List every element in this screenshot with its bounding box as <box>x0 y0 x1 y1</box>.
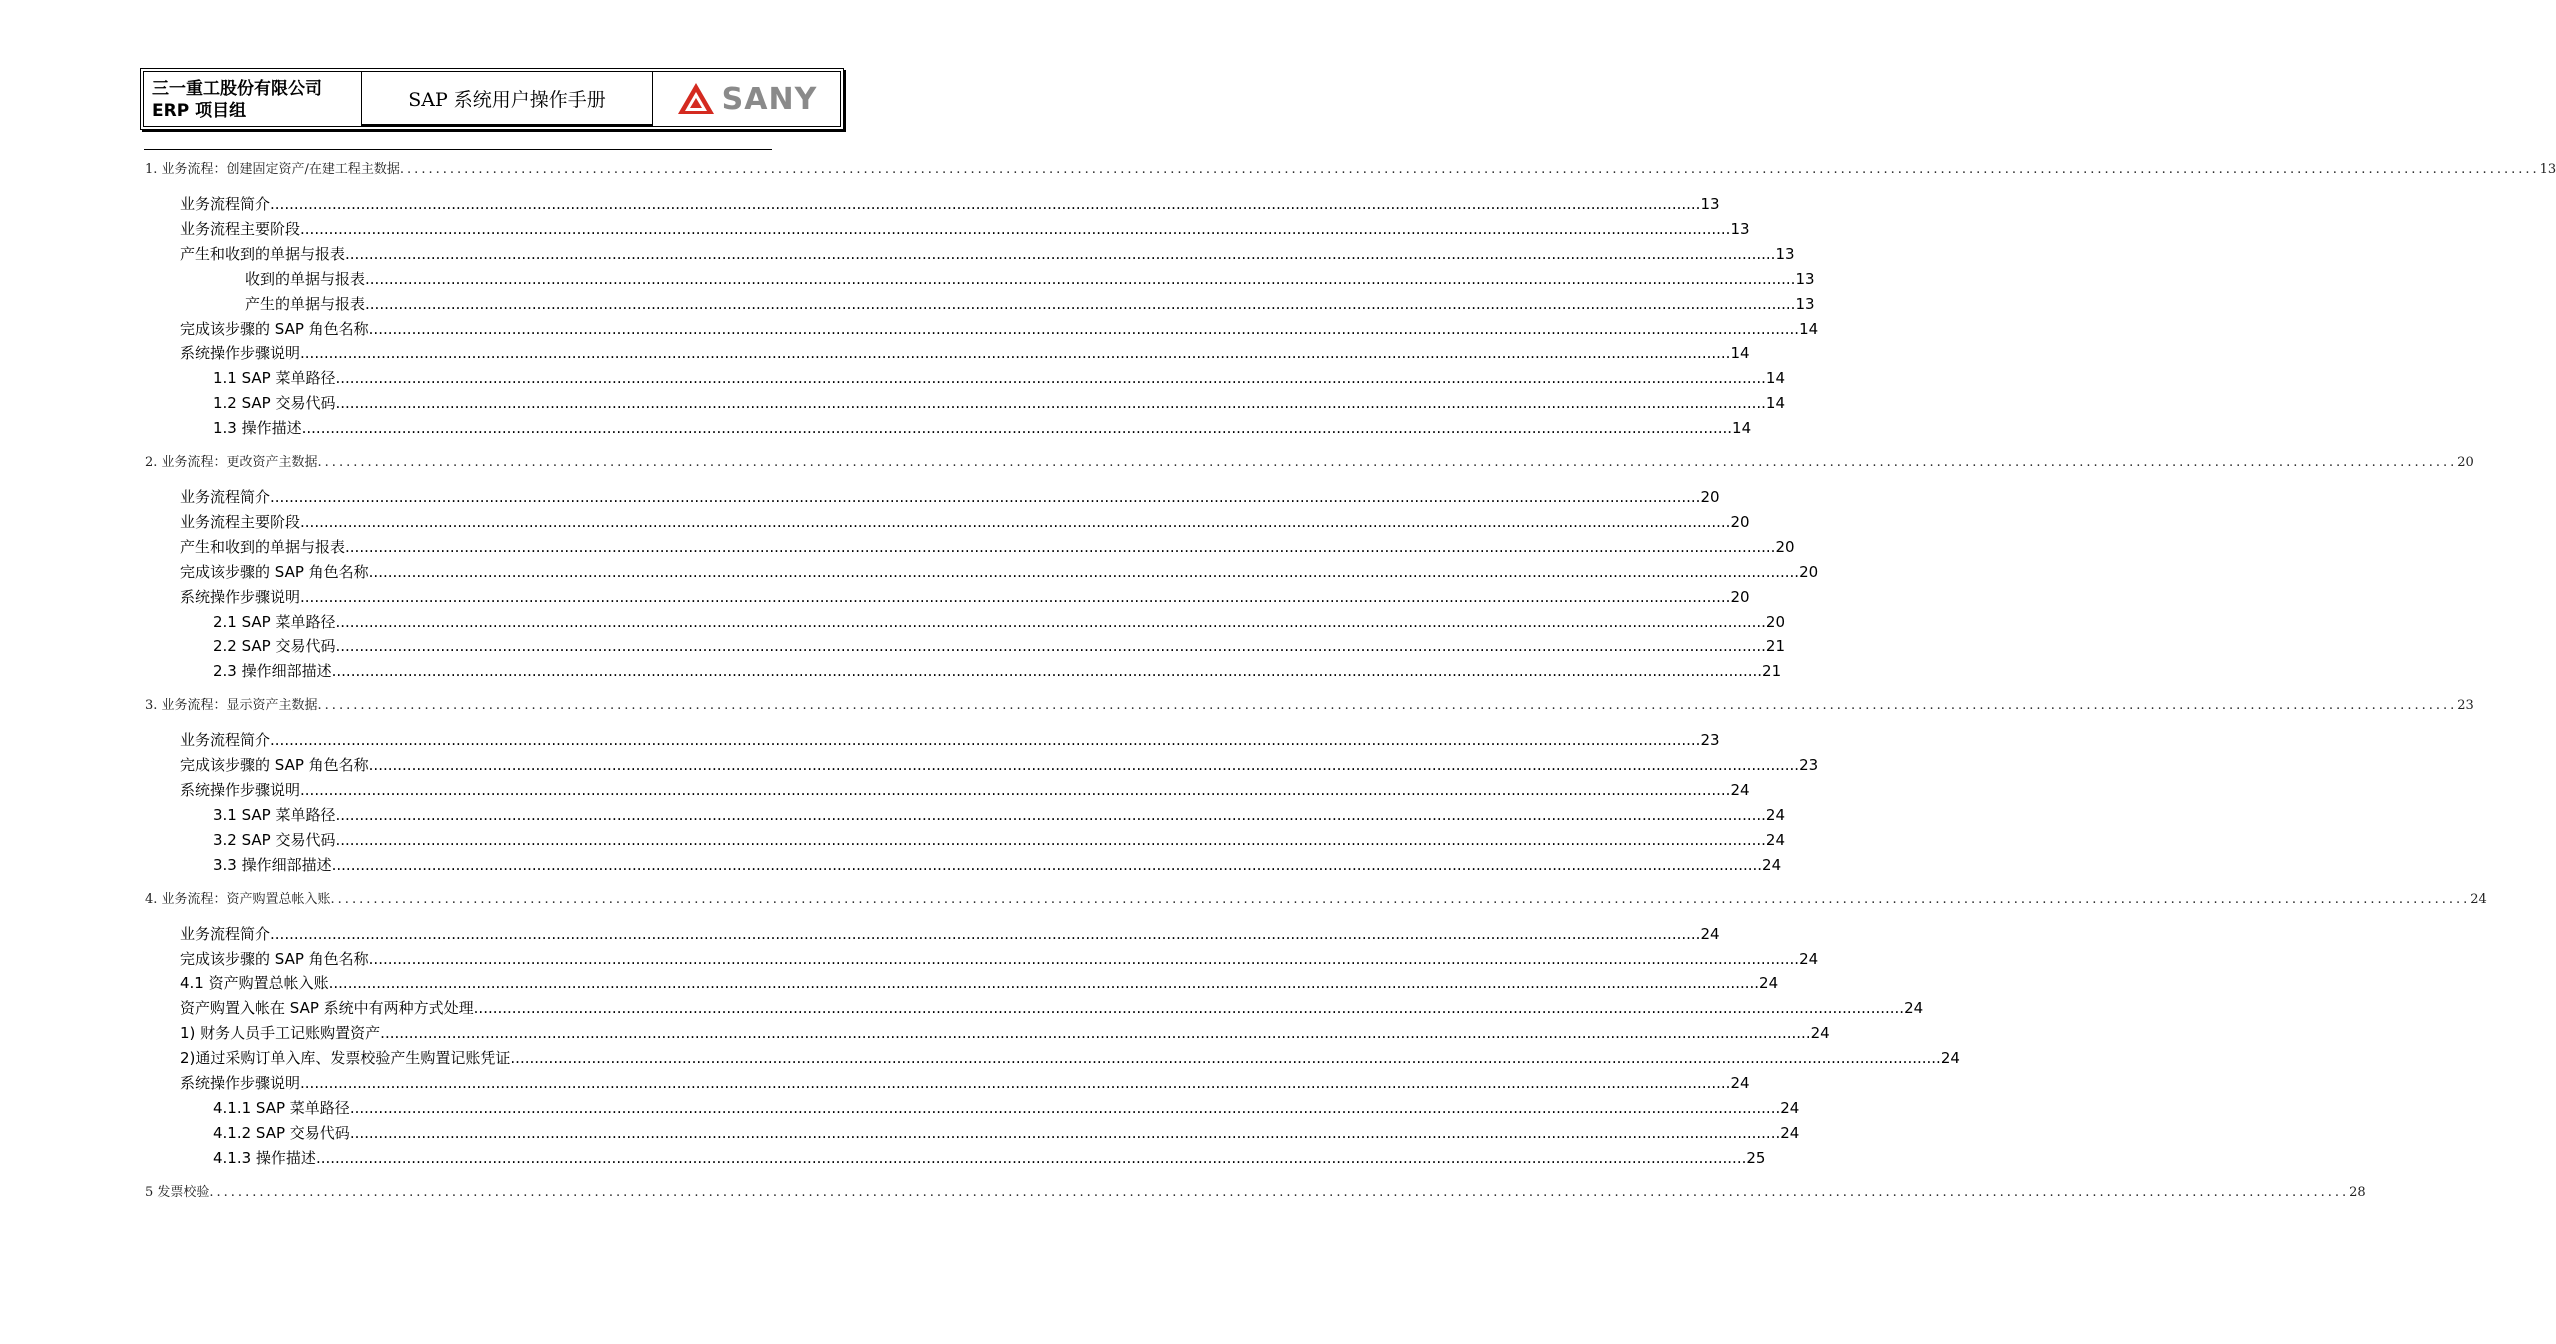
toc-entry-label: 业务流程主要阶段 <box>180 512 301 531</box>
toc-page-number: 28 <box>2349 1184 2366 1200</box>
toc-page-number: 24 <box>1799 949 1819 968</box>
toc-leader-dots: ............................................................................................................................................................................................................................................................................................................ <box>335 637 1766 656</box>
toc-leader-dots: ............................................................................................................................................................................................................................................................................................................ <box>345 537 1776 556</box>
toc-entry-label: 1.1 SAP 菜单路径 <box>213 369 336 388</box>
toc-entry[interactable] <box>180 511 1750 532</box>
toc-leader-dots: ............................................................................................................................................................................................................................................................................................................ <box>335 369 1766 388</box>
toc-entry[interactable] <box>213 1097 1800 1118</box>
toc-page-number: 24 <box>1730 781 1750 799</box>
toc-leader-dots: ............................................................................................................................................................................................................................................................................................................ <box>335 830 1766 849</box>
toc-leader-dots: ............................................................................................................................................................................................................................................................................................................ <box>345 244 1776 263</box>
toc-page-number: 21 <box>1762 662 1782 681</box>
logo-wordmark: SANY <box>721 81 818 117</box>
header-company-cell <box>144 72 362 126</box>
toc-entry[interactable] <box>180 1047 1960 1068</box>
toc-leader-dots: ............................................................................................................................................................................................................................................................................................................ <box>368 319 1800 338</box>
toc-entry[interactable] <box>213 660 1782 681</box>
toc-page-number: 23 <box>2457 698 2474 714</box>
toc-page-number: 20 <box>2457 455 2474 470</box>
toc-leader-dots: ............................................................................................................................................................................................................................................................................................................ <box>365 294 1796 313</box>
toc-page-number: 24 <box>1904 999 1924 1018</box>
toc-entry[interactable] <box>180 318 1819 339</box>
toc-entry-label: 1.3 操作描述 <box>213 419 302 438</box>
toc-entry-label: 2.3 操作细部描述 <box>213 662 332 681</box>
toc-leader-dots: ............................................................................................................................................................................................................................................................................................................ <box>270 924 1701 943</box>
toc-leader-dots: ............................................................................................................................................................................................................................................................................................................ <box>331 855 1763 874</box>
toc-page-number: 25 <box>1746 1148 1766 1167</box>
toc-entry[interactable] <box>213 1122 1800 1143</box>
toc-page-number: 24 <box>1810 1024 1830 1043</box>
toc-entry-label: 完成该步骤的 SAP 角色名称 <box>180 319 369 338</box>
toc-page-number: 20 <box>1799 562 1819 581</box>
toc-leader-dots: ............................................................................................................................................................................................................................................................................................................ <box>349 1123 1781 1142</box>
toc-entry[interactable] <box>245 268 1815 289</box>
toc-leader-dots: ............................................................................................................................................................................................................................................................................................................ <box>510 1049 1941 1068</box>
toc-entry[interactable] <box>245 293 1815 314</box>
toc-entry-label: 系统操作步骤说明 <box>180 587 301 606</box>
toc-entry-label: 4. 业务流程：资产购置总帐入账 <box>145 891 331 907</box>
toc-entry[interactable] <box>213 417 1752 438</box>
toc-entry-label: 收到的单据与报表 <box>245 269 366 288</box>
sany-logo <box>653 72 840 126</box>
toc-heading[interactable] <box>145 1181 2366 1200</box>
toc-entry-label: 4.1 资产购置总帐入账 <box>180 974 329 993</box>
toc-page-number: 13 <box>1700 195 1720 213</box>
toc-page-number: 21 <box>1765 637 1786 656</box>
toc-heading[interactable] <box>145 694 2474 714</box>
toc-leader-dots: ............................................................................................................................................................................................................................................................................................................ <box>335 394 1766 413</box>
company-name: 三一重工股份有限公司 <box>152 79 322 99</box>
toc-entry-label: 系统操作步骤说明 <box>180 344 301 363</box>
toc-entry-label: 业务流程简介 <box>180 924 271 943</box>
toc-entry-label: 系统操作步骤说明 <box>180 781 301 799</box>
toc-entry[interactable] <box>180 342 1750 363</box>
toc-leader-dots: ............................................................................................................................................................................................................................................................................................................ <box>300 512 1731 531</box>
toc-heading[interactable] <box>145 888 2487 907</box>
toc-page-number: 13 <box>2539 162 2556 177</box>
header-rule <box>144 149 772 150</box>
toc-leader-dots: ............................................................................................................................................................................................................................................................................................................ <box>300 781 1731 799</box>
toc-entry[interactable] <box>180 486 1720 507</box>
toc-entry-label: 产生和收到的单据与报表 <box>180 537 346 556</box>
toc-page-number: 24 <box>1765 805 1786 824</box>
toc-entry[interactable] <box>213 611 1786 632</box>
toc-entry-label: 完成该步骤的 SAP 角色名称 <box>180 949 369 968</box>
toc-leader-dots: ............................................................................................................................................................................................................................................................................................................ <box>300 344 1731 363</box>
toc-entry-label: 2.2 SAP 交易代码 <box>213 637 336 656</box>
toc-entry-label: 业务流程简介 <box>180 731 271 750</box>
toc-leader-dots: ............................................................................................................................................................................................................................................................................................................ <box>473 999 1905 1018</box>
toc-entry-label: 资产购置入帐在 SAP 系统中有两种方式处理 <box>180 999 474 1018</box>
toc-entry[interactable] <box>213 1147 1766 1168</box>
project-group: ERP 项目组 <box>152 101 247 121</box>
toc-leader-dots: ............................................................................................................................................................................................................................................................................................................ <box>328 974 1760 993</box>
toc-entry[interactable] <box>213 829 1786 850</box>
toc-entry-label: 产生的单据与报表 <box>245 294 366 313</box>
toc-page-number: 24 <box>1700 924 1720 943</box>
toc-leader-dots: ............................................................................................................................................................................................................................................................................................................ <box>270 195 1701 213</box>
toc-page-number: 20 <box>1775 537 1795 556</box>
document-title: SAP 系统用户操作手册 <box>362 72 653 126</box>
toc-leader-dots: ............................................................................................................................................................................................................................................................................................................ <box>270 488 1701 506</box>
toc-leader-dots: ............................................................................................................................................................................................................................................................................................................ <box>368 756 1800 775</box>
toc-leader-dots: ............................................................................................................................................................................................................................................................................................................ <box>301 419 1733 438</box>
toc-entry-label: 3.3 操作细部描述 <box>213 855 332 874</box>
toc-entry-label: 4.1.1 SAP 菜单路径 <box>213 1098 350 1117</box>
toc-page-number: 14 <box>1765 394 1786 413</box>
toc-entry-label: 2)通过采购订单入库、发票校验产生购置记账凭证 <box>180 1049 511 1068</box>
toc-page-number: 13 <box>1795 294 1815 313</box>
toc-page-number: 20 <box>1700 488 1720 506</box>
header-table <box>143 71 841 127</box>
toc-leader-dots: ............................................................................................................................................................................................................................................................................................................ <box>330 891 2471 907</box>
toc-entry-label: 完成该步骤的 SAP 角色名称 <box>180 562 369 581</box>
toc-entry[interactable] <box>180 972 1779 993</box>
toc-entry[interactable] <box>213 854 1782 875</box>
toc-entry[interactable] <box>180 243 1795 264</box>
toc-entry-label: 3.1 SAP 菜单路径 <box>213 805 336 824</box>
toc-entry[interactable] <box>180 586 1750 607</box>
toc-page-number: 23 <box>1700 731 1720 750</box>
toc-leader-dots: ............................................................................................................................................................................................................................................................................................................ <box>209 1184 2350 1200</box>
toc-entry[interactable] <box>180 561 1819 582</box>
toc-leader-dots: ............................................................................................................................................................................................................................................................................................................ <box>300 1074 1731 1092</box>
toc-entry-label: 4.1.3 操作描述 <box>213 1148 316 1167</box>
toc-leader-dots: ............................................................................................................................................................................................................................................................................................................ <box>270 731 1701 750</box>
toc-entry-label: 2.1 SAP 菜单路径 <box>213 612 336 631</box>
toc-page-number: 14 <box>1765 369 1786 388</box>
toc-entry[interactable] <box>180 729 1720 750</box>
toc-entry[interactable] <box>180 779 1750 800</box>
toc-heading[interactable] <box>145 158 2556 177</box>
toc-leader-dots: ............................................................................................................................................................................................................................................................................................................ <box>368 949 1800 968</box>
toc-page-number: 24 <box>1940 1049 1960 1068</box>
toc-entry-label: 4.1.2 SAP 交易代码 <box>213 1123 350 1142</box>
toc-leader-dots: ............................................................................................................................................................................................................................................................................................................ <box>300 219 1731 238</box>
toc-leader-dots: ............................................................................................................................................................................................................................................................................................................ <box>368 562 1800 581</box>
toc-page-number: 24 <box>1765 830 1786 849</box>
toc-entry[interactable] <box>180 997 1924 1018</box>
toc-entry-label: 业务流程简介 <box>180 195 271 213</box>
toc-entry-label: 2. 业务流程：更改资产主数据 <box>145 455 318 470</box>
toc-page-number: 20 <box>1730 512 1750 531</box>
toc-page-number: 13 <box>1730 219 1750 238</box>
toc-entry-label: 1. 业务流程：创建固定资产/在建工程主数据 <box>145 162 400 177</box>
toc-page-number: 24 <box>1730 1074 1750 1092</box>
toc-entry-label: 系统操作步骤说明 <box>180 1074 301 1092</box>
toc-page-number: 20 <box>1765 612 1786 631</box>
toc-leader-dots: ............................................................................................................................................................................................................................................................................................................ <box>365 269 1796 288</box>
toc-entry[interactable] <box>180 218 1750 239</box>
toc-heading[interactable] <box>145 451 2474 470</box>
toc-entry[interactable] <box>180 1072 1750 1093</box>
toc-entry[interactable] <box>213 367 1786 388</box>
toc-entry-label: 业务流程简介 <box>180 488 271 506</box>
sany-triangle-icon <box>676 81 716 117</box>
toc-leader-dots: ............................................................................................................................................................................................................................................................................................................ <box>300 587 1731 606</box>
toc-page-number: 14 <box>1732 419 1752 438</box>
toc-page-number: 24 <box>2470 891 2487 907</box>
toc-entry-label: 5 发票校验 <box>145 1184 210 1200</box>
toc-entry[interactable] <box>180 948 1819 969</box>
toc-page-number: 24 <box>1780 1123 1800 1142</box>
toc-page-number: 24 <box>1762 855 1782 874</box>
toc-entry-label: 1) 财务人员手工记账购置资产 <box>180 1024 381 1043</box>
toc-entry-label: 业务流程主要阶段 <box>180 219 301 238</box>
page-header <box>140 68 844 130</box>
toc-entry-label: 3. 业务流程：显示资产主数据 <box>145 698 318 714</box>
toc-entry[interactable] <box>213 635 1786 656</box>
toc-entry-label: 1.2 SAP 交易代码 <box>213 394 336 413</box>
toc-entry[interactable] <box>180 536 1795 557</box>
toc-entry[interactable] <box>213 804 1786 825</box>
toc-page-number: 23 <box>1799 756 1819 775</box>
toc-page-number: 20 <box>1730 587 1750 606</box>
toc-leader-dots: ............................................................................................................................................................................................................................................................................................................ <box>317 698 2458 714</box>
toc-entry[interactable] <box>180 193 1720 214</box>
toc-leader-dots: ............................................................................................................................................................................................................................................................................................................ <box>315 1148 1747 1167</box>
toc-leader-dots: ............................................................................................................................................................................................................................................................................................................ <box>399 162 2540 177</box>
toc-entry[interactable] <box>213 392 1786 413</box>
toc-entry[interactable] <box>180 923 1720 944</box>
toc-page-number: 13 <box>1775 244 1795 263</box>
toc-page-number: 14 <box>1730 344 1750 363</box>
toc-leader-dots: ............................................................................................................................................................................................................................................................................................................ <box>317 455 2458 470</box>
toc-entry-label: 3.2 SAP 交易代码 <box>213 830 336 849</box>
toc-leader-dots: ............................................................................................................................................................................................................................................................................................................ <box>349 1098 1781 1117</box>
toc-entry-label: 完成该步骤的 SAP 角色名称 <box>180 756 369 775</box>
toc-entry[interactable] <box>180 754 1819 775</box>
toc-leader-dots: ............................................................................................................................................................................................................................................................................................................ <box>335 805 1766 824</box>
toc-leader-dots: ............................................................................................................................................................................................................................................................................................................ <box>380 1024 1811 1043</box>
toc-entry-label: 产生和收到的单据与报表 <box>180 244 346 263</box>
toc-page-number: 24 <box>1780 1098 1800 1117</box>
toc-leader-dots: ............................................................................................................................................................................................................................................................................................................ <box>331 662 1763 681</box>
toc-page-number: 24 <box>1759 974 1779 993</box>
toc-entry[interactable] <box>180 1022 1830 1043</box>
toc-leader-dots: ............................................................................................................................................................................................................................................................................................................ <box>335 612 1766 631</box>
toc-page-number: 13 <box>1795 269 1815 288</box>
toc-page-number: 14 <box>1799 319 1819 338</box>
